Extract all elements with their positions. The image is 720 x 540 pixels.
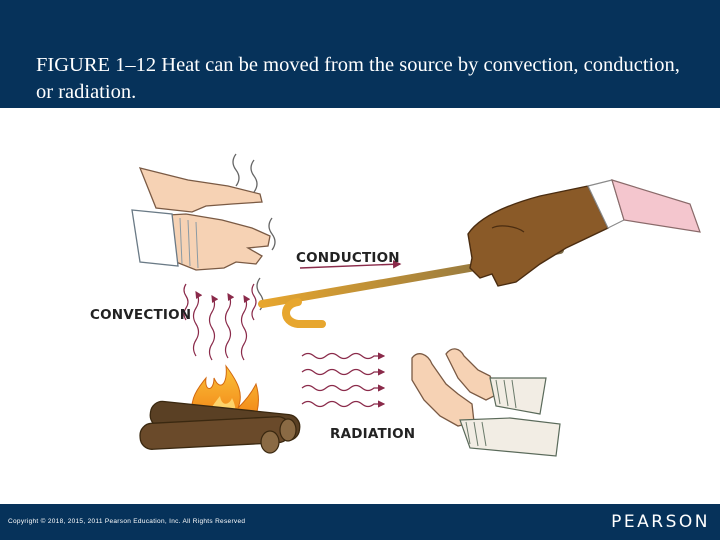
radiation-arrows: [302, 354, 384, 407]
convection-hands: [132, 154, 275, 310]
figure-caption: FIGURE 1–12 Heat can be moved from the source by convection, conduction, or radiation.: [36, 54, 680, 103]
heat-transfer-illustration: [0, 108, 720, 504]
radiation-label: RADIATION: [330, 426, 416, 442]
copyright-notice: Copyright © 2018, 2015, 2011 Pearson Education, Inc. All Rights Reserved: [8, 518, 246, 525]
footer-bar: [0, 504, 720, 540]
radiation-hands: [412, 349, 560, 456]
conduction-label: CONDUCTION: [296, 250, 400, 266]
pearson-logo: PEARSON: [611, 512, 710, 532]
header-bar: [0, 0, 720, 108]
gloved-hand: [468, 180, 700, 286]
campfire: [139, 366, 301, 453]
convection-label: CONVECTION: [90, 307, 192, 323]
convection-arrows: [184, 284, 256, 360]
